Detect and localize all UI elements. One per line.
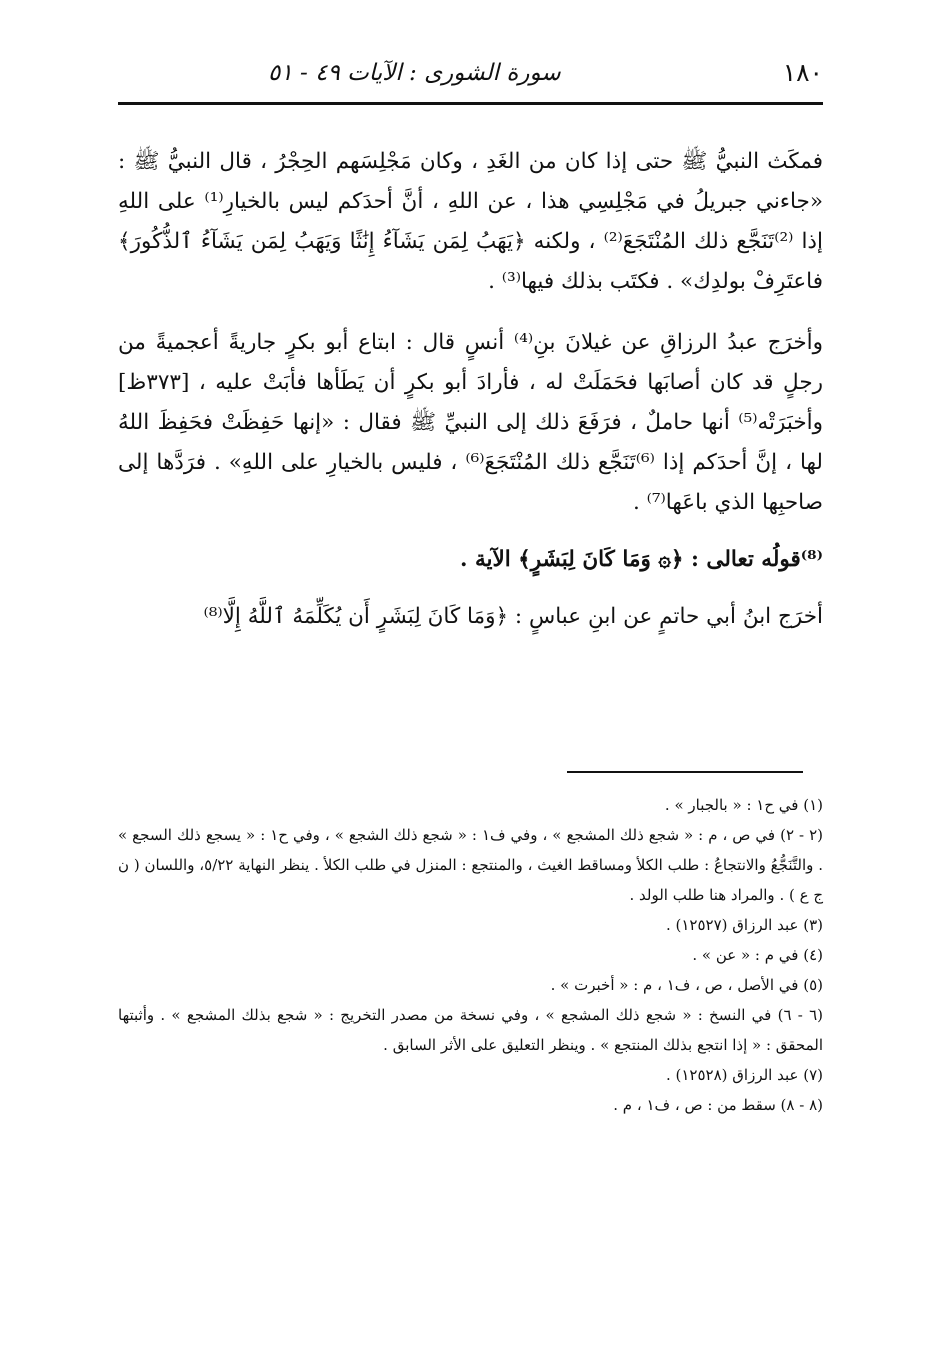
footnote: (٤) في م : « عن » . — [692, 946, 823, 964]
paragraph: فمكَث النبيُّ ﷺ حتى إذا كان من الغَدِ ، وكان مَجْلِسَهم الحِجْرُ ، قال النبيُّ ﷺ : «جاءني جبريلُ في مَجْلِسِي هذا ، عن اللهِ ، أنَّ أحدَكم ليس بالخيارِ⁽¹⁾ على اللهِ إذا ⁽²⁾تَنَجَّع ذلك المُنْتَجَعَ⁽²⁾ ، ولكنه ﴿يَهَبُ لِمَن يَشَآءُ إِنَٰثًا وَيَهَبُ لِمَن يَشَآءُ ٱلذُّكُورَ﴾ فاعتَرِفْ بولدِك» . فكتَب بذلك فيها⁽³⁾ . — [118, 149, 823, 294]
running-title: سورة الشورى : الآيات ٤٩ - ٥١ — [268, 60, 561, 86]
paragraph: وأخرَج عبدُ الرزاقِ عن غيلانَ بنِ⁽⁴⁾ أنسٍ قال : ابتاع أبو بكرٍ جاريةً أعجميةً من رجلٍ قد كان أصابَها فحَمَلَتْ له ، فأرادَ أبو بكرٍ أن يَطَأها فأبَتْ عليه ، [٣٧٣ظ] وأخبَرَتْه⁽⁵⁾ أنها حاملٌ ، فرَفَعَ ذلك إلى النبيِّ ﷺ فقال : «إنها حَفِظَتْ فحَفِظَ اللهُ لها ، إنَّ أحدَكم إذا ⁽⁶⁾تَنَجَّع ذلك المُنْتَجَعَ⁽⁶⁾ ، فليس بالخيارِ على اللهِ» . فرَدَّها إلى صاحبِها الذي باعَها⁽⁷⁾ . — [118, 330, 824, 515]
page-header — [118, 52, 823, 102]
main-text — [118, 142, 823, 637]
footnote: (٥) في الأصل ، ص ، ف١ ، م : « أخبرت » . — [550, 976, 823, 994]
footnote: (٦ - ٦) في النسخ : « شجع ذلك المشجع » ، وفي نسخة من مصدر التخريج : « شجع بذلك المشجع » . وأثبتها المحقق : « إذا انتجع بذلك المنتجع » . وينظر التعليق على الأثر السابق . — [118, 1006, 823, 1054]
footnotes — [118, 790, 823, 1120]
footnote: (٣) عبد الرزاق (١٢٥٢٧) . — [665, 916, 823, 934]
footnote: (١) في ح١ : « بالجبار » . — [664, 796, 823, 814]
footnote-separator — [567, 771, 803, 773]
section-heading: ⁽⁸⁾قولُه تعالى : ﴿۞ وَمَا كَانَ لِبَشَرٍ﴾ الآية . — [459, 547, 823, 572]
page-number: ١٨٠ — [782, 58, 823, 87]
footnote: (٧) عبد الرزاق (١٢٥٢٨) . — [665, 1066, 823, 1084]
paragraph: أخرَج ابنُ أبي حاتمٍ عن ابنِ عباسٍ : ﴿وَمَا كَانَ لِبَشَرٍ أَن يُكَلِّمَهُ ٱللَّهُ إِلَّا⁽⁸⁾ — [203, 604, 823, 629]
header-rule — [118, 102, 823, 105]
footnote: (٢ - ٢) في ص ، م : « شجع ذلك المشجع » ، وفي ف١ : « شجع ذلك الشجع » ، وفي ح١ : « يسجع ذلك السجع » . والتَّنَجُّعُ والانتجاعُ : طلب الكلأ ومساقط الغيث ، والمنتجع : المنزل في طلب الكلأ . ينظر النهاية ٥/٢٢، واللسان ( ن ج ع ) . والمراد هنا طلب الولد . — [118, 826, 823, 904]
footnote: (٨ - ٨) سقط من : ص ، ف١ ، م . — [613, 1096, 823, 1114]
